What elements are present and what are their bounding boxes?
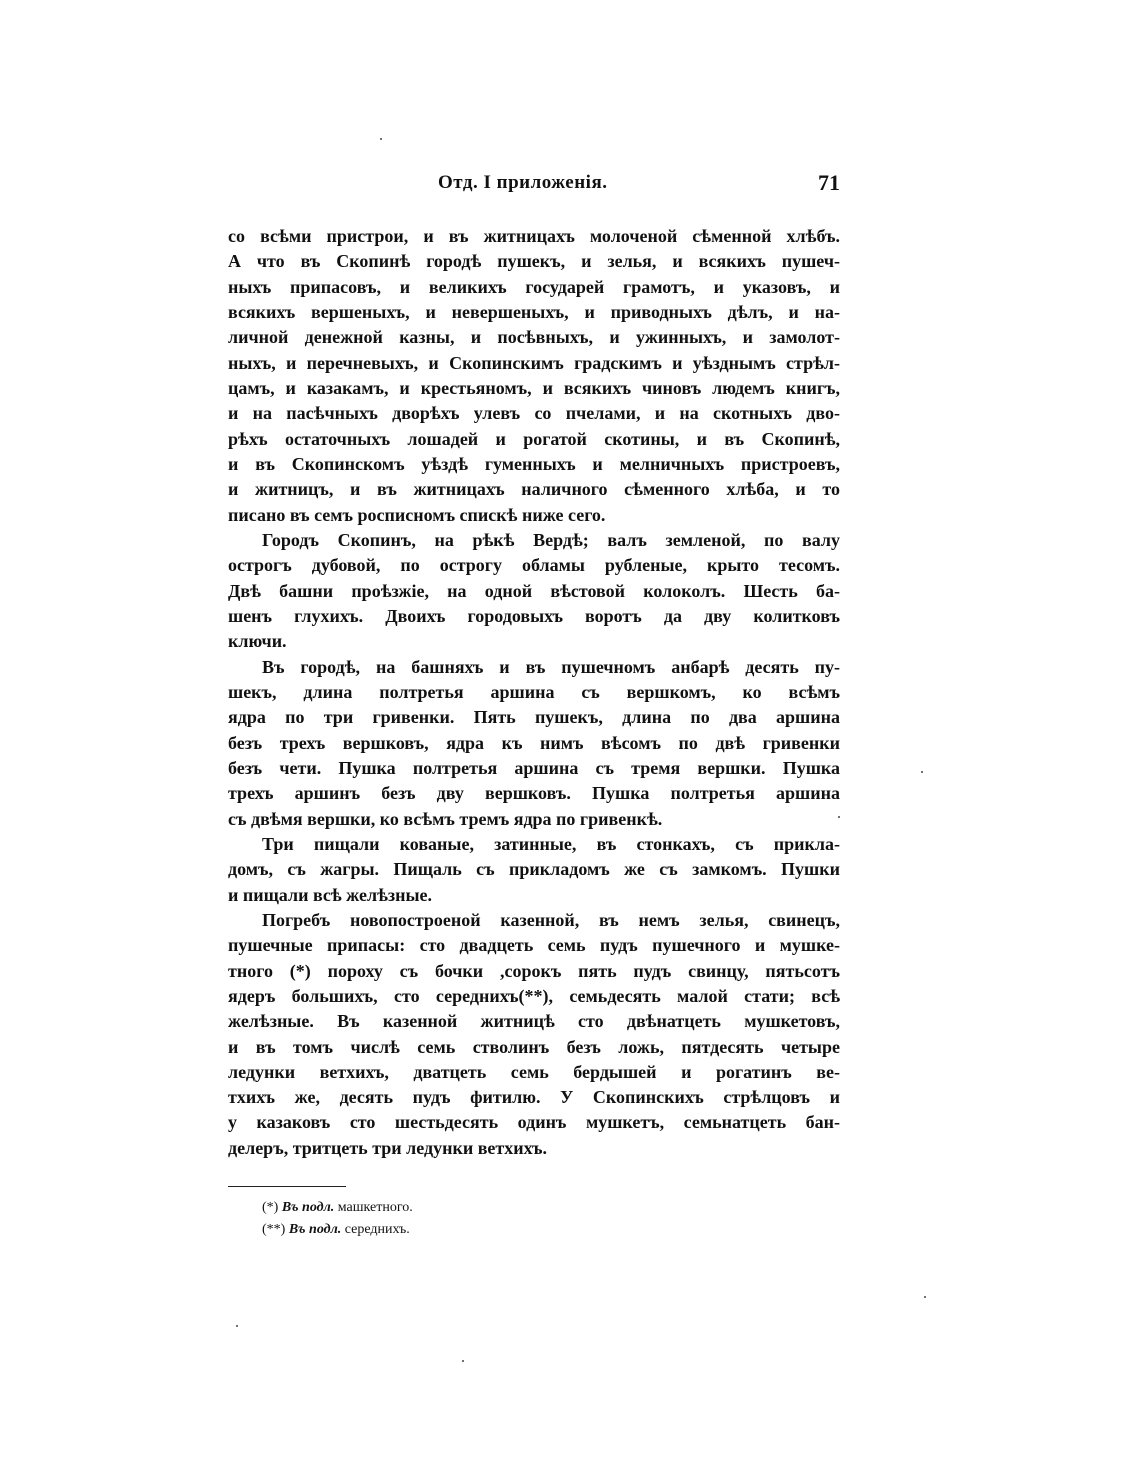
text-line: трехъ аршинъ безъ дву вершковъ. Пушка полтретья аршина: [228, 783, 840, 804]
text-line: ядеръ большихъ, сто середнихъ(**), семьдесять малой стати; всѣ: [228, 985, 840, 1006]
text-line: и пищали всѣ желѣзные.: [228, 884, 433, 905]
scan-speck: [838, 816, 840, 818]
text-line: ныхъ припасовъ, и великихъ государей грамотъ, и указовъ, и: [228, 276, 840, 297]
text-line: ключи.: [228, 631, 287, 652]
text-line: ледунки ветхихъ, дватцеть семь бердышей и рогатинъ ве-: [228, 1061, 840, 1082]
footnote-text: машкетного.: [337, 1200, 413, 1215]
footnote-divider: [228, 1186, 346, 1187]
text-line: ныхъ, и перечневыхъ, и Скопинскимъ градскимъ и уѣзднымъ стрѣл-: [228, 352, 840, 373]
footnote-text: середнихъ.: [344, 1222, 410, 1237]
text-line: рѣхъ остаточныхъ лошадей и рогатой скотины, и въ Скопинѣ,: [228, 428, 840, 449]
text-line: А что въ Скопинѣ городѣ пушекъ, и зелья, и всякихъ пушеч-: [228, 251, 840, 272]
text-line: у казаковъ сто шестьдесять одинъ мушкетъ, семьнатцеть бан-: [228, 1112, 840, 1133]
body-text: [228, 224, 840, 1161]
text-line: и на пасѣчныхъ дворѣхъ улевъ со пчелами, и на скотныхъ дво-: [228, 403, 840, 424]
text-line: тного (*) пороху съ бочки ,сорокъ пять пудъ свинцу, пятьсотъ: [228, 960, 840, 981]
page-header: [228, 172, 840, 200]
text-line: домъ, съ жагры. Пищаль съ прикладомъ же съ замкомъ. Пушки: [228, 859, 840, 880]
text-line: пушечные припасы: сто двадцеть семь пудъ пушечного и мушке-: [228, 935, 840, 956]
text-line: Три пищали кованые, затинные, въ стонкахъ, съ прикла-: [262, 833, 840, 854]
footnote: [262, 1219, 413, 1241]
text-line: писано въ семъ росписномъ спискѣ ниже сего.: [228, 504, 606, 525]
text-line: личной денежной казны, и посѣвныхъ, и ужинныхъ, и замолот-: [228, 327, 840, 348]
text-line: и житницъ, и въ житницахъ наличного сѣменного хлѣба, и то: [228, 479, 840, 500]
scan-speck: [380, 138, 382, 140]
footnote-mark: (*): [262, 1200, 279, 1215]
footnotes: [262, 1197, 413, 1241]
footnote-source: Въ подл.: [288, 1222, 342, 1237]
text-line: желѣзные. Въ казенной житницѣ сто двѣнатцеть мушкетовъ,: [228, 1011, 840, 1032]
footnote-mark: (**): [262, 1222, 286, 1237]
text-line: безъ трехъ вершковъ, ядра къ нимъ вѣсомъ по двѣ гривенки: [228, 732, 840, 753]
text-line: и въ томъ числѣ семь стволинъ безъ ложь, пятдесять четыре: [228, 1036, 840, 1057]
text-line: тхихъ же, десять пудъ фитилю. У Скопинскихъ стрѣлцовъ и: [228, 1087, 840, 1108]
page-number: 71: [818, 170, 840, 195]
text-line: и въ Скопинскомъ уѣздѣ гуменныхъ и мелничныхъ пристроевъ,: [228, 453, 840, 474]
text-line: Въ городѣ, на башняхъ и въ пушечномъ анбарѣ десять пу-: [262, 656, 840, 677]
text-line: шекъ, длина полтретья аршина съ вершкомъ, ко всѣмъ: [228, 681, 840, 702]
text-line: безъ чети. Пушка полтретья аршина съ тремя вершки. Пушка: [228, 757, 840, 778]
text-line: всякихъ вершеныхъ, и невершеныхъ, и приводныхъ дѣлъ, и на-: [228, 301, 840, 322]
footnote-source: Въ подл.: [281, 1200, 335, 1215]
footnote: [262, 1197, 413, 1219]
text-line: Двѣ башни проѣзжіе, на одной вѣстовой колоколъ. Шесть ба-: [228, 580, 840, 601]
scan-speck: [924, 1296, 926, 1298]
text-line: Погребъ новопостроеной казенной, въ немъ зелья, свинецъ,: [262, 909, 840, 930]
scan-speck: [462, 1360, 464, 1362]
text-line: ядра по три гривенки. Пять пушекъ, длина по два аршина: [228, 707, 840, 728]
text-line: делеръ, тритцеть три ледунки ветхихъ.: [228, 1137, 547, 1158]
text-line: цамъ, и казакамъ, и крестьяномъ, и всякихъ чиновъ людемъ книгъ,: [228, 377, 840, 398]
scan-speck: [236, 1325, 238, 1327]
scan-speck: [921, 771, 923, 773]
text-line: съ двѣмя вершки, ко всѣмъ тремъ ядра по гривенкѣ.: [228, 808, 663, 829]
text-line: Городъ Скопинъ, на рѣкѣ Вердѣ; валъ земленой, по валу: [262, 529, 840, 550]
text-line: шенъ глухихъ. Двоихъ городовыхъ воротъ да дву колитковъ: [228, 605, 840, 626]
text-line: острогъ дубовой, по острогу обламы рубленые, крыто тесомъ.: [228, 555, 840, 576]
running-title: Отд. I приложенія.: [438, 172, 608, 193]
text-line: со всѣми пристрои, и въ житницахъ молоченой сѣменной хлѣбъ.: [228, 226, 840, 246]
